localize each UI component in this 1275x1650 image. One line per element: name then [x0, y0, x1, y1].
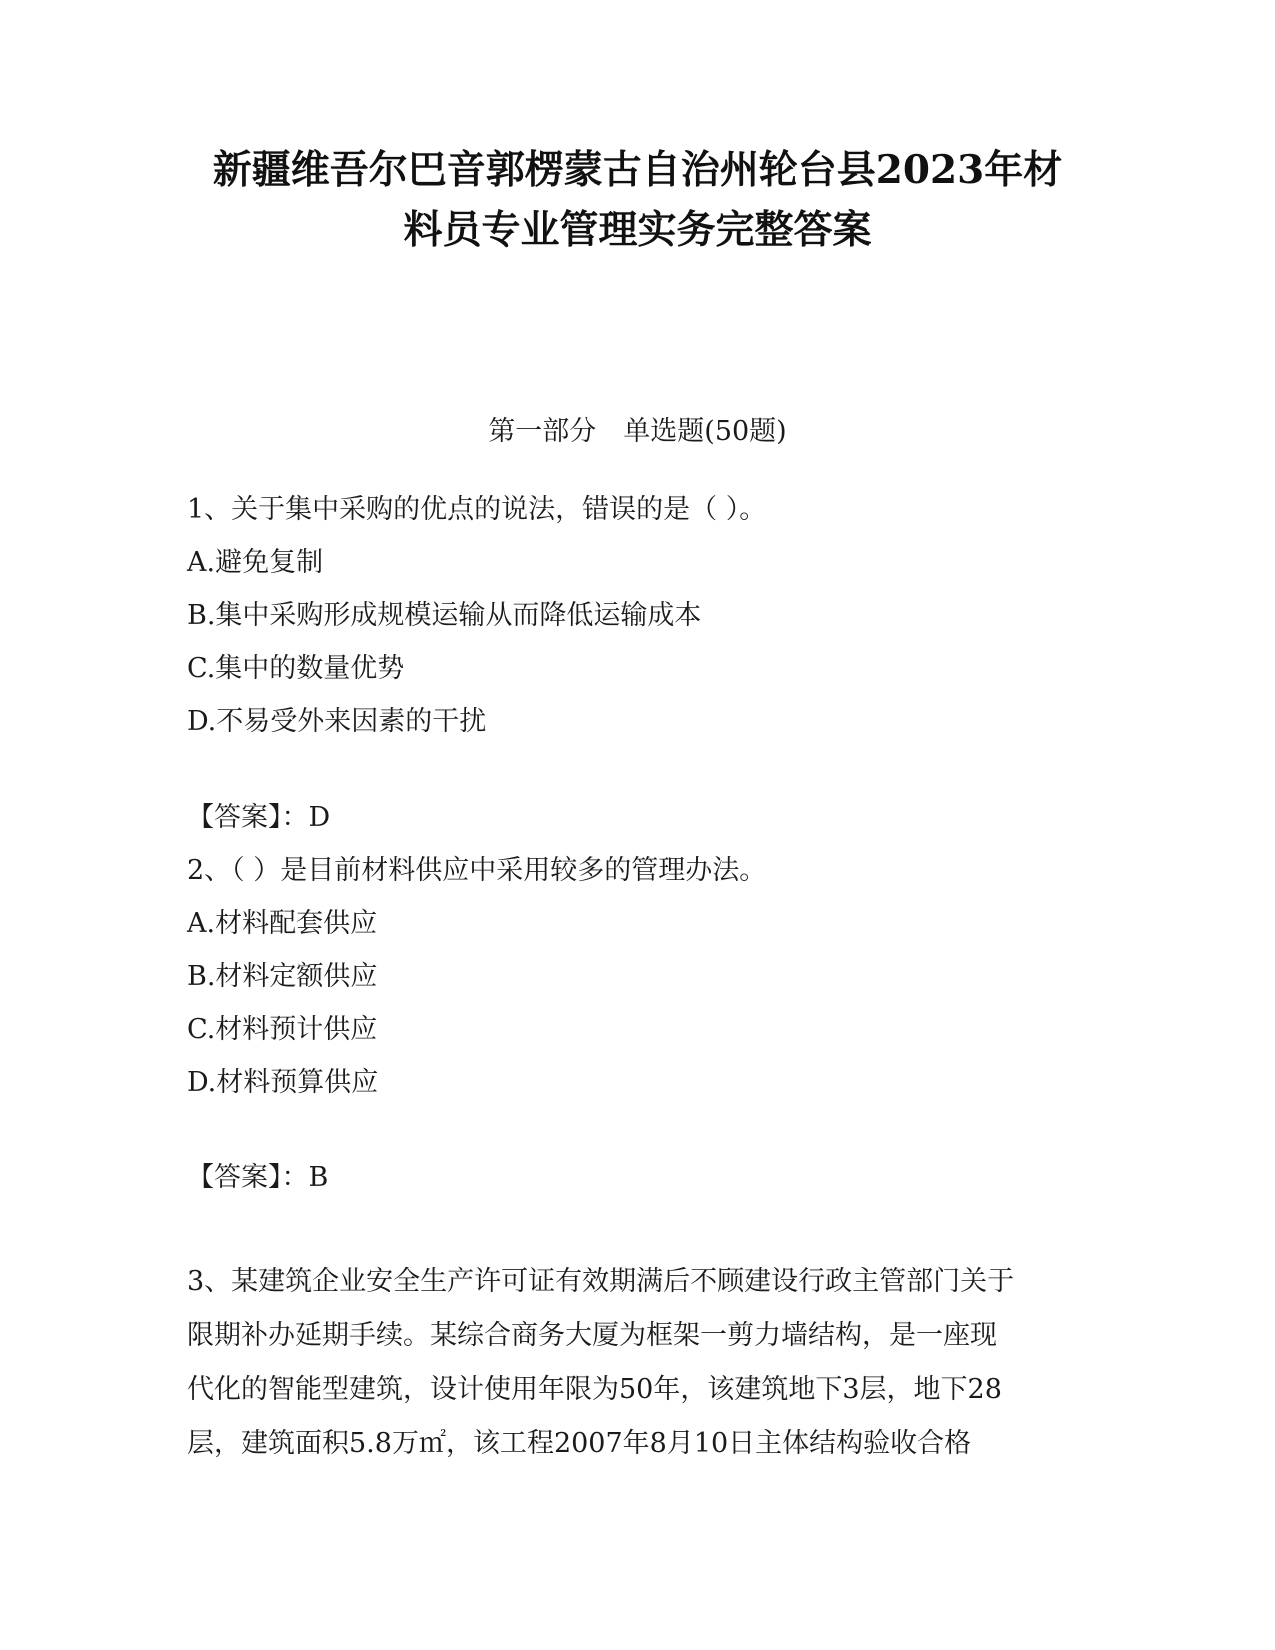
question-2-option-b: B.材料定额供应 — [187, 961, 378, 992]
question-2-option-c: C.材料预计供应 — [187, 1014, 378, 1045]
section-heading: 第一部分 单选题(50题) — [488, 416, 787, 447]
title-line-1: 新疆维吾尔巴音郭楞蒙古自治州轮台县2023年材 — [212, 147, 1063, 193]
question-1-option-c: C.集中的数量优势 — [187, 653, 405, 684]
question-2-stem: 2、（ ）是目前材料供应中采用较多的管理办法。 — [187, 855, 767, 886]
question-1-answer: 【答案】：D — [187, 802, 331, 833]
question-1-option-b: B.集中采购形成规模运输从而降低运输成本 — [187, 600, 702, 631]
question-3-line-2: 限期补办延期手续。某综合商务大厦为框架一剪力墙结构，是一座现 — [187, 1320, 997, 1351]
question-2-option-a: A.材料配套供应 — [187, 908, 378, 939]
question-2-option-d: D.材料预算供应 — [187, 1067, 379, 1098]
question-3-line-1: 3、某建筑企业安全生产许可证有效期满后不顾建设行政主管部门关于 — [187, 1266, 1015, 1297]
question-2-answer: 【答案】：B — [187, 1162, 329, 1193]
question-3-stem — [187, 1255, 1087, 1471]
question-3-line-4: 层，建筑面积5.8万㎡，该工程2007年8月10日主体结构验收合格 — [187, 1428, 972, 1459]
question-1-option-a: A.避免复制 — [187, 547, 324, 578]
document-title — [150, 140, 1125, 260]
question-1-option-d: D.不易受外来因素的干扰 — [187, 706, 487, 737]
question-3-line-3: 代化的智能型建筑，设计使用年限为50年，该建筑地下3层，地下28 — [187, 1374, 1002, 1405]
title-line-2: 料员专业管理实务完整答案 — [403, 207, 872, 253]
question-1-stem: 1、关于集中采购的优点的说法，错误的是（ ）。 — [187, 494, 767, 525]
